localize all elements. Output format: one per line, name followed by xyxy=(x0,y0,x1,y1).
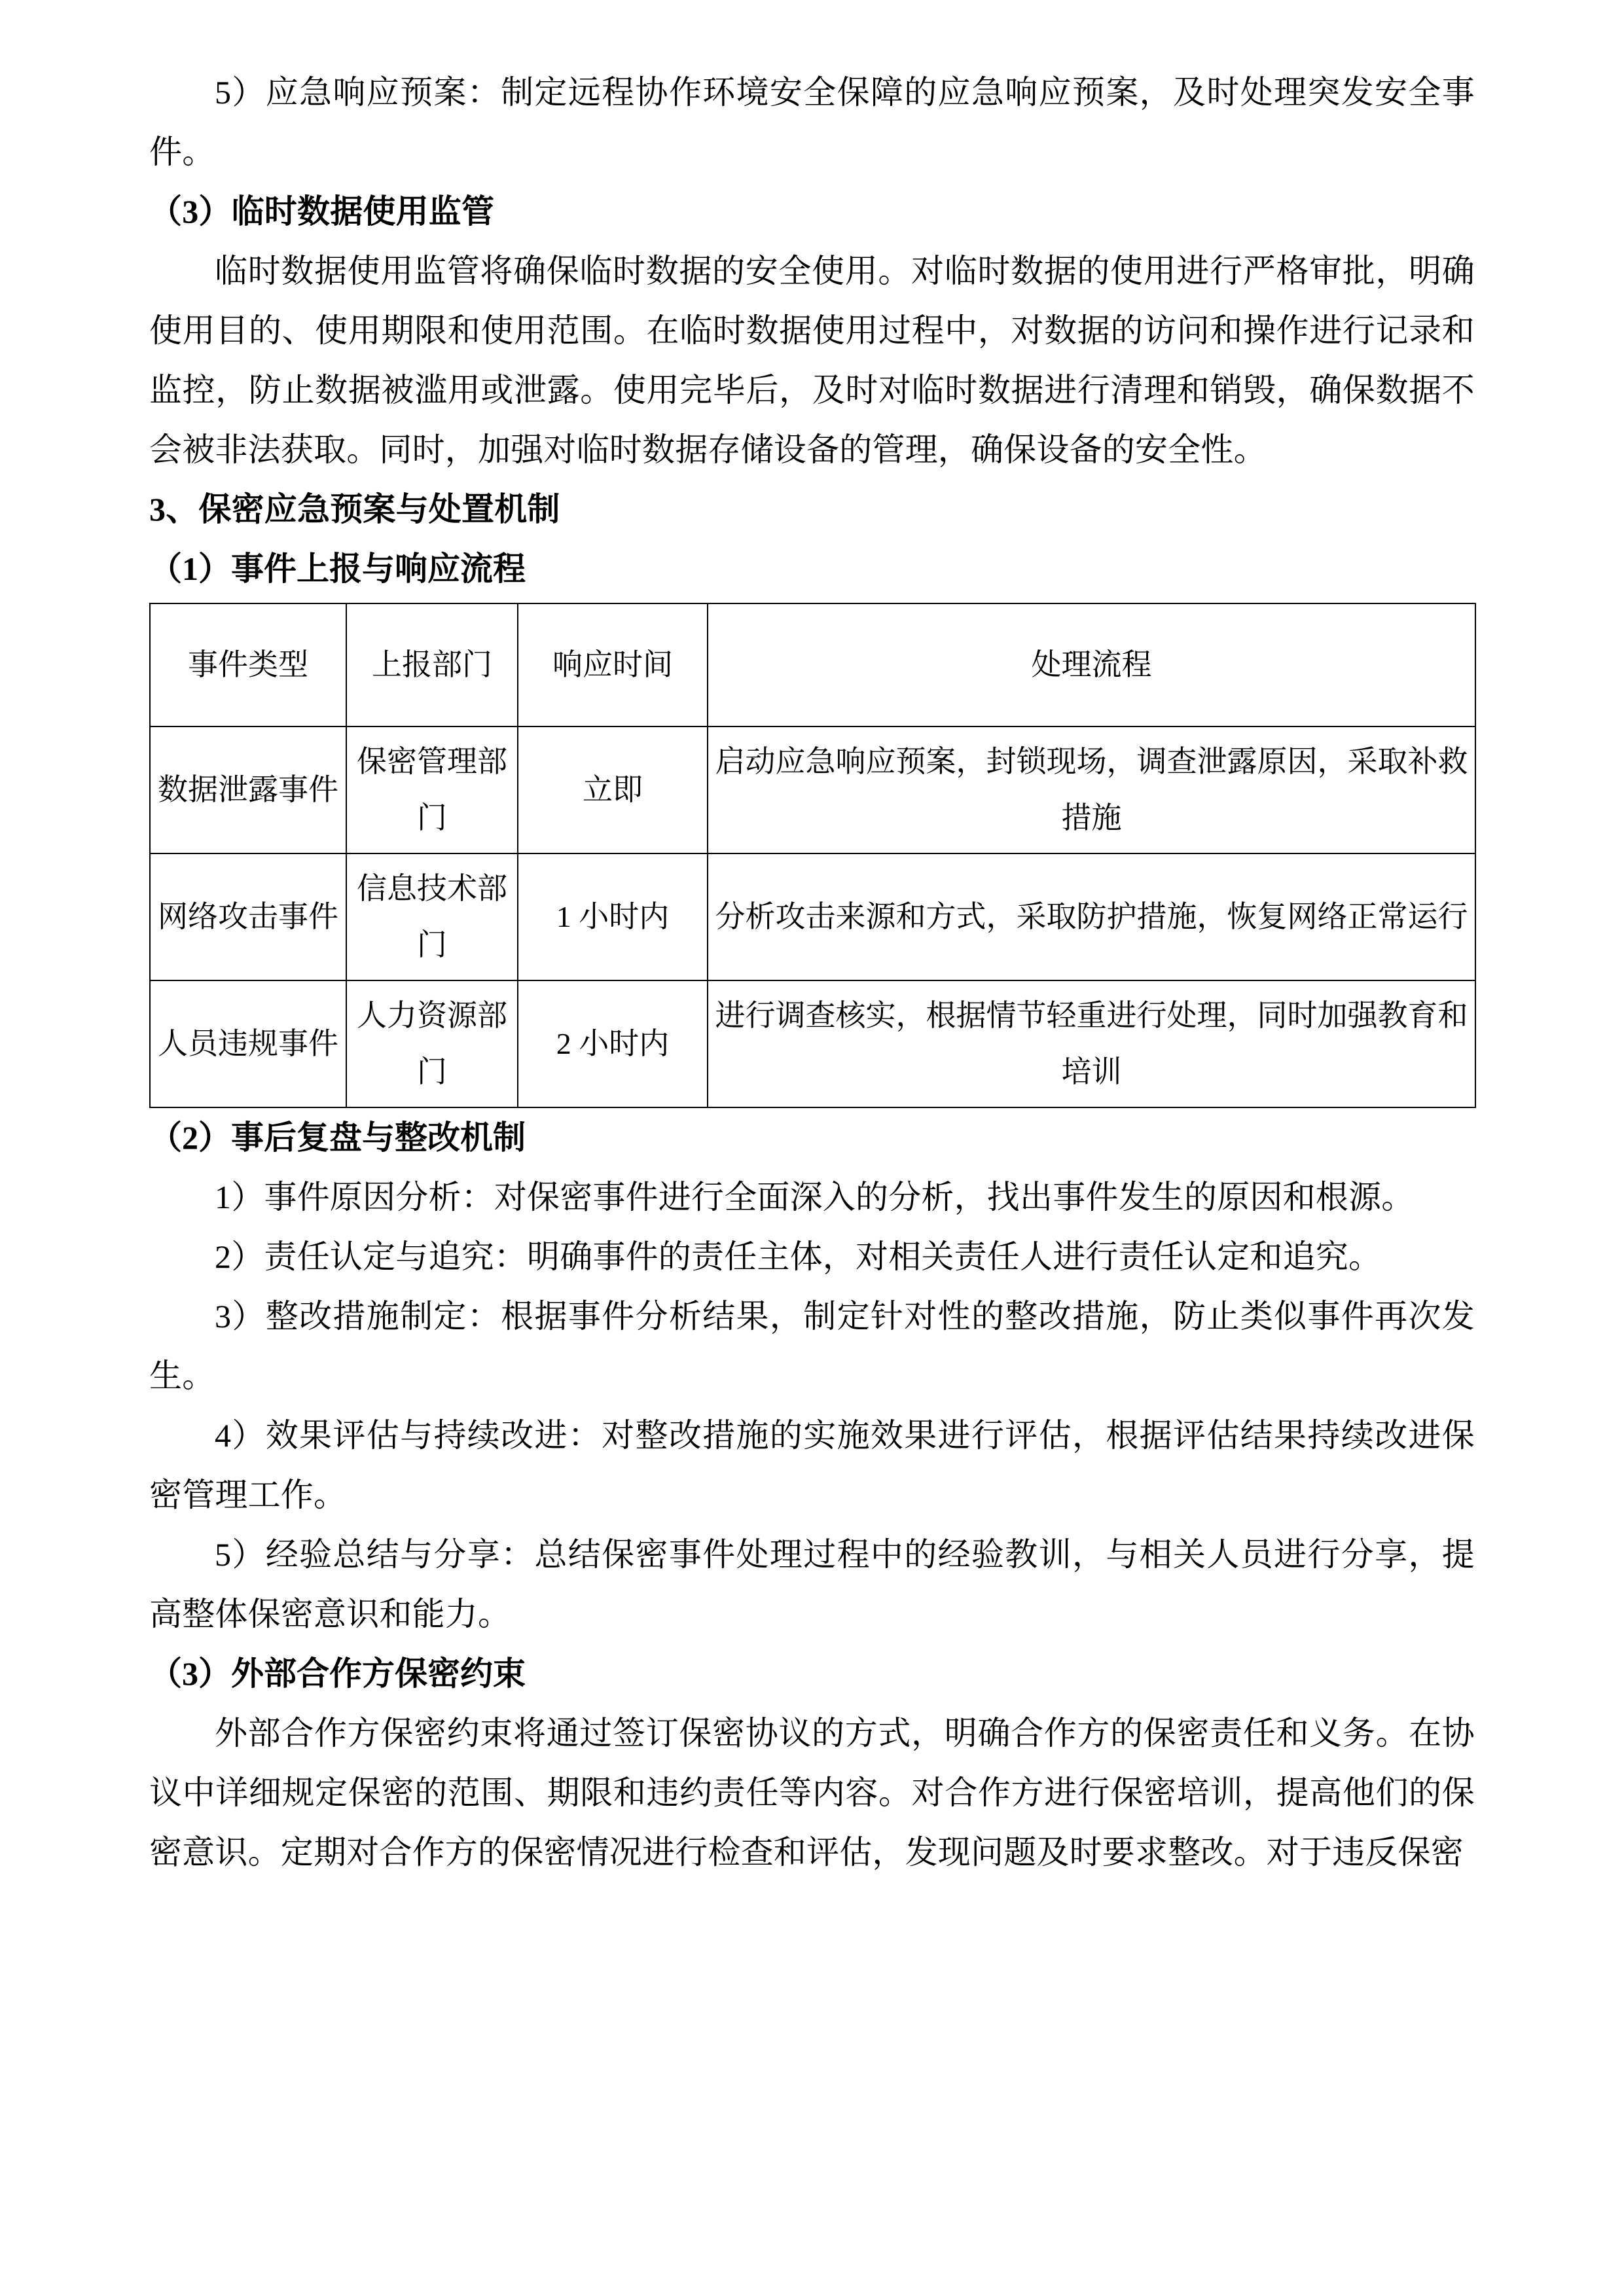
cell-process: 启动应急响应预案，封锁现场，调查泄露原因，采取补救措施 xyxy=(708,726,1475,853)
list-item-responsibility: 2）责任认定与追究：明确事件的责任主体，对相关责任人进行责任认定和追究。 xyxy=(215,1238,1382,1275)
table-header-event-type: 事件类型 xyxy=(150,603,346,726)
heading-incident-reporting-process: （1）事件上报与响应流程 xyxy=(149,550,526,587)
cell-event-type: 数据泄露事件 xyxy=(150,726,346,853)
heading-section-3: 3、保密应急预案与处置机制 xyxy=(149,491,560,528)
table-header-response-time: 响应时间 xyxy=(518,603,708,726)
paragraph-item5-emergency-plan: 5）应急响应预案：制定远程协作环境安全保障的应急响应预案，及时处理突发安全事件。 xyxy=(149,74,1475,170)
table-header-process: 处理流程 xyxy=(708,603,1475,726)
paragraph-temporary-data-supervision: 临时数据使用监管将确保临时数据的安全使用。对临时数据的使用进行严格审批，明确使用目的、使用期限和使用范围。在临时数据使用过程中，对数据的访问和操作进行记录和监控，防止数据被滥用或泄露。使用完毕后，及时对临时数据进行清理和销毁，确保数据不会被非法获取。同时，加强对临时数据存储设备的管理，确保设备的安全性。 xyxy=(149,253,1475,468)
cell-response-time: 立即 xyxy=(518,726,708,853)
cell-response-time: 2 小时内 xyxy=(518,980,708,1107)
table-row xyxy=(150,726,1475,853)
cell-department: 保密管理部门 xyxy=(346,726,518,853)
list-item-effect-evaluation: 4）效果评估与持续改进：对整改措施的实施效果进行评估，根据评估结果持续改进保密管理工作。 xyxy=(149,1417,1475,1513)
cell-event-type: 人员违规事件 xyxy=(150,980,346,1107)
table-row xyxy=(150,980,1475,1107)
heading-post-incident-review: （2）事后复盘与整改机制 xyxy=(149,1119,526,1156)
cell-process: 分析攻击来源和方式，采取防护措施，恢复网络正常运行 xyxy=(708,853,1475,980)
table-row xyxy=(150,853,1475,980)
list-item-corrective-measures: 3）整改措施制定：根据事件分析结果，制定针对性的整改措施，防止类似事件再次发生。 xyxy=(149,1298,1475,1394)
table-header-row xyxy=(150,603,1475,726)
cell-process: 进行调查核实，根据情节轻重进行处理，同时加强教育和培训 xyxy=(708,980,1475,1107)
cell-event-type: 网络攻击事件 xyxy=(150,853,346,980)
list-item-cause-analysis: 1）事件原因分析：对保密事件进行全面深入的分析，找出事件发生的原因和根源。 xyxy=(215,1179,1415,1215)
cell-department: 信息技术部门 xyxy=(346,853,518,980)
heading-external-partner-constraints: （3）外部合作方保密约束 xyxy=(149,1655,526,1692)
table-header-department: 上报部门 xyxy=(346,603,518,726)
cell-department: 人力资源部门 xyxy=(346,980,518,1107)
list-item-experience-sharing: 5）经验总结与分享：总结保密事件处理过程中的经验教训，与相关人员进行分享，提高整体保密意识和能力。 xyxy=(149,1536,1475,1632)
incident-response-table xyxy=(149,603,1476,1108)
page-content xyxy=(149,63,1475,1882)
paragraph-external-partner-constraints: 外部合作方保密约束将通过签订保密协议的方式，明确合作方的保密责任和义务。在协议中详细规定保密的范围、期限和违约责任等内容。对合作方进行保密培训，提高他们的保密意识。定期对合作方的保密情况进行检查和评估，发现问题及时要求整改。对于违反保密 xyxy=(149,1715,1475,1871)
heading-temporary-data-supervision: （3）临时数据使用监管 xyxy=(149,193,495,230)
cell-response-time: 1 小时内 xyxy=(518,853,708,980)
